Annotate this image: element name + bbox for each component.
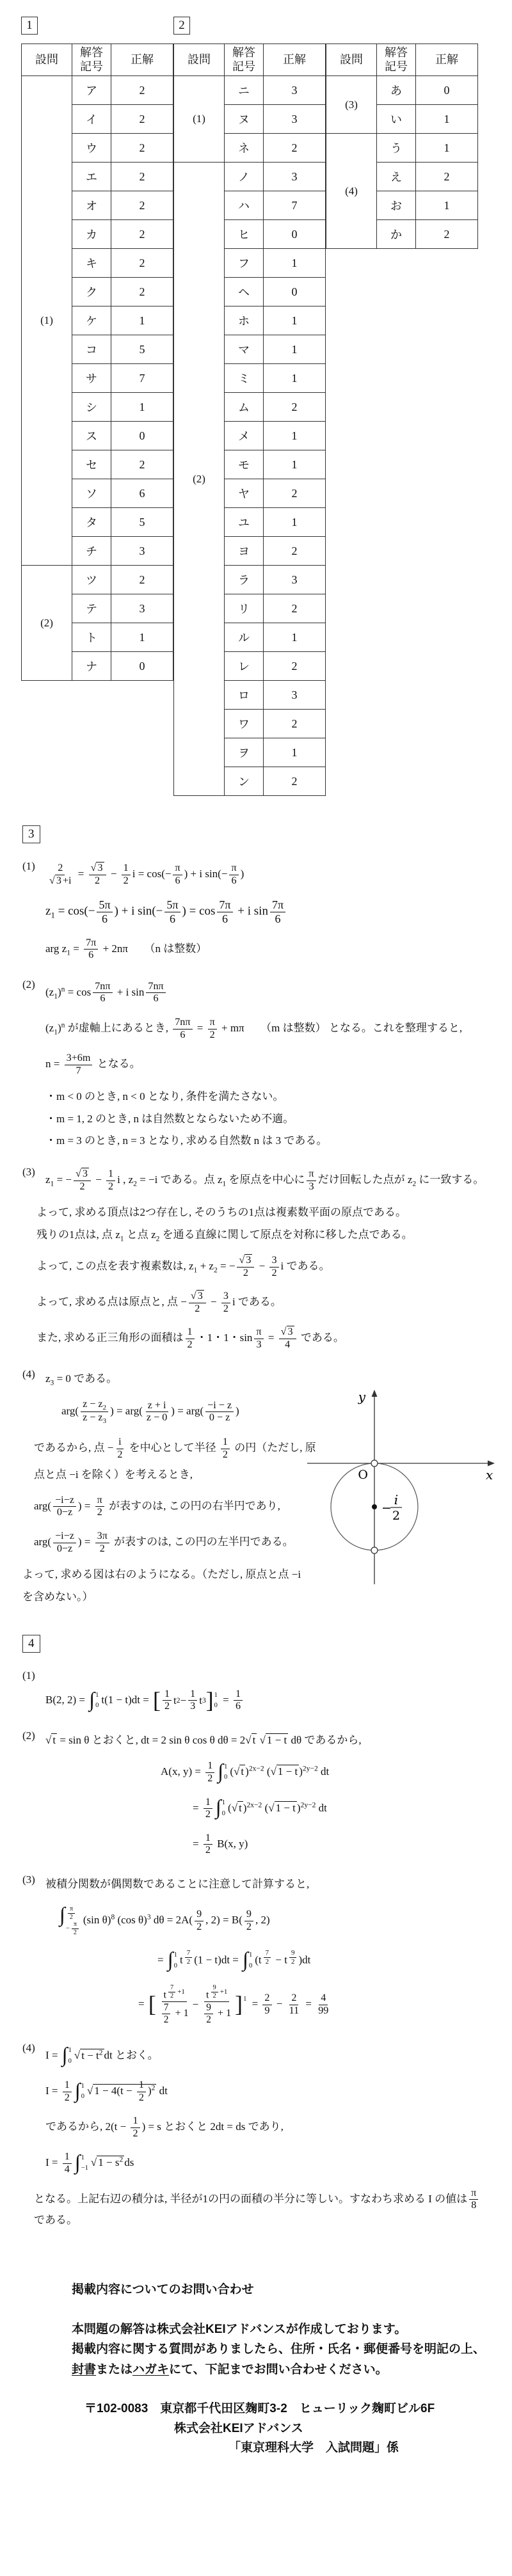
symbol-cell: ノ [225, 163, 264, 191]
center-label-denominator: 2 [392, 1508, 401, 1523]
answer-row [174, 76, 326, 105]
math-line: $(z_1)^n = \cos$ $\frac{7n\pi}{6}$ + i sin $\frac{7n\pi}{6}$ [45, 981, 490, 1005]
correct-answer-cell: 1 [416, 191, 478, 220]
address-line: 〒102-0083 東京都千代田区麹町3-2 ヒューリック麹町ビル6F [84, 2402, 435, 2416]
symbol-cell: ヤ [225, 479, 264, 508]
problem-2-box-label: 2 [173, 17, 190, 35]
math-line: 残りの1点は, 点 $z_1$ と点 $z_2$ を通る直線に関して原点を対称に移した点である。 [36, 1228, 413, 1243]
symbol-cell: メ [225, 422, 264, 450]
math-line: よって, この点を表す複素数は, $z_1 + z_2$ = − $\frac{√ 3}{2}$ − $\frac{3}{2}$ i である。 [36, 1255, 330, 1278]
math-line: I = ∫ 1 0 √ $t - t^2$ dt とおく。 [45, 2043, 159, 2067]
origin-label: O [358, 1467, 368, 1482]
answer-table-2 [173, 44, 326, 796]
part-tag: (2) [22, 978, 35, 990]
table-1-label-slot [21, 17, 173, 44]
part-tag: (1) [22, 1669, 35, 1682]
question-cell: (1) [22, 76, 72, 566]
answer-row [326, 76, 478, 105]
correct-answer-cell: 0 [111, 652, 173, 681]
correct-answer-cell: 3 [264, 163, 326, 191]
correct-answer-cell: 0 [264, 278, 326, 306]
correct-answer-cell: 1 [111, 393, 173, 422]
symbol-cell: ク [72, 278, 111, 306]
answer-table [326, 44, 478, 249]
symbol-cell: ソ [72, 479, 111, 508]
contact-footer [72, 2280, 512, 2458]
footer-heading: 掲載内容についてのお問い合わせ [72, 2283, 254, 2297]
question-cell: (1) [174, 76, 225, 163]
x-axis-arrow [488, 1460, 495, 1466]
column-header: 設問 [22, 44, 72, 76]
section-3-part-2 [22, 976, 490, 1150]
answer-row [22, 566, 173, 594]
section-4-part-4 [22, 2039, 490, 2229]
correct-answer-cell: 3 [111, 594, 173, 623]
answer-row [326, 134, 478, 163]
symbol-cell: サ [72, 364, 111, 393]
correct-answer-cell: 1 [416, 105, 478, 134]
symbol-cell: ア [72, 76, 111, 105]
correct-answer-cell: 1 [264, 364, 326, 393]
table-3-label-slot [326, 17, 478, 44]
math-line: ・m = 3 のとき, n = 3 となり, 求める自然数 n は 3 である。 [45, 1134, 328, 1147]
symbol-cell: ル [225, 623, 264, 652]
section-3-part-1 [22, 857, 490, 962]
excluded-origin-point [371, 1460, 378, 1467]
section-3 [22, 825, 493, 1605]
symbol-cell: ネ [225, 134, 264, 163]
part-tag: (3) [22, 1166, 35, 1179]
column-header: 正解 [111, 44, 173, 76]
correct-answer-cell: 1 [264, 306, 326, 335]
symbol-cell: あ [377, 76, 416, 105]
center-label-minus: − [381, 1500, 392, 1515]
symbol-cell: コ [72, 335, 111, 364]
correct-answer-cell: 7 [264, 191, 326, 220]
symbol-cell: レ [225, 652, 264, 681]
column-header: 解答記号 [72, 44, 111, 76]
symbol-cell: ハ [225, 191, 264, 220]
footer-line: 本問題の解答は株式会社KEIアドバンスが作成しております。 [72, 2323, 407, 2337]
answer-table-3 [326, 44, 478, 249]
math-line: A(x, y) = $\frac{1}{2}$ ∫ 1 0 (√ t )$^{2x-2}$ (√ 1 − t )$^{2y-2}$ dt [161, 1760, 330, 1784]
symbol-cell: ヌ [225, 105, 264, 134]
symbol-cell: マ [225, 335, 264, 364]
correct-answer-cell: 1 [264, 450, 326, 479]
symbol-cell: お [377, 191, 416, 220]
symbol-cell: ニ [225, 76, 264, 105]
answer-tables-row [21, 17, 512, 796]
math-line: 被積分関数が偶関数であることに注意して計算すると, [45, 1877, 310, 1890]
footer-address [72, 2399, 512, 2458]
section-4-part-2 [22, 1727, 490, 1857]
answer-row [22, 76, 173, 105]
correct-answer-cell: 3 [264, 681, 326, 710]
math-line: n = $\frac{3+6m}{7}$ となる。 [45, 1053, 141, 1076]
symbol-cell: ヒ [225, 220, 264, 249]
answer-table-1 [21, 44, 173, 681]
correct-answer-cell: 2 [264, 710, 326, 738]
symbol-cell: ユ [225, 508, 264, 537]
correct-answer-cell: 2 [416, 220, 478, 249]
symbol-cell: ロ [225, 681, 264, 710]
math-line: $\frac{2}{√ 3 +i}$ = $\frac{√ 3}{2}$ − $\frac{1}{2}$ i = cos(− $\frac{\pi}{6}$ ) + i sin(− $\frac{\pi}{6}$ ) [49, 863, 244, 886]
math-line: となる。上記右辺の積分は, 半径が1の円の面積の半分に等しい。すなわち求める I の値は $\frac{\pi}{8}$ である。 [34, 2188, 490, 2229]
symbol-cell: チ [72, 537, 111, 566]
math-line: を含めない。） [22, 1590, 93, 1603]
symbol-cell: ヲ [225, 738, 264, 767]
math-line: = $\frac{1}{2}$ ∫ 1 0 (√ t )$^{2x-2}$ (√ 1 − t )$^{2y-2}$ dt [193, 1795, 327, 1820]
table-3-wrap [326, 17, 478, 249]
y-axis-arrow [372, 1390, 378, 1397]
symbol-cell: ナ [72, 652, 111, 681]
math-line: 点と点 −i を除く）を考えるとき, [34, 1468, 193, 1481]
correct-answer-cell: 2 [111, 191, 173, 220]
correct-answer-cell: 1 [264, 738, 326, 767]
question-cell: (3) [326, 76, 377, 134]
correct-answer-cell: 5 [111, 508, 173, 537]
symbol-cell: ヨ [225, 537, 264, 566]
symbol-cell: ス [72, 422, 111, 450]
symbol-cell: ト [72, 623, 111, 652]
correct-answer-cell: 2 [111, 163, 173, 191]
math-line: ・m < 0 のとき, n < 0 となり, 条件を満たさない。 [45, 1090, 284, 1103]
question-cell: (2) [174, 163, 225, 796]
center-label-numerator: i [394, 1491, 399, 1507]
part-tag: (4) [22, 2042, 35, 2055]
correct-answer-cell: 2 [416, 163, 478, 191]
math-line: I = $\frac{1}{2}$ ∫ 1 0 √ 1 − 4(t − $\frac{1}{2}$ )$^2$ dt [45, 2078, 168, 2103]
symbol-cell: ン [225, 767, 264, 796]
column-header: 解答記号 [225, 44, 264, 76]
column-header: 設問 [326, 44, 377, 76]
correct-answer-cell: 2 [111, 566, 173, 594]
symbol-cell: セ [72, 450, 111, 479]
correct-answer-cell: 1 [264, 422, 326, 450]
symbol-cell: カ [72, 220, 111, 249]
x-axis-label: x [486, 1467, 493, 1483]
correct-answer-cell: 2 [264, 393, 326, 422]
column-header: 解答記号 [377, 44, 416, 76]
symbol-cell: キ [72, 249, 111, 278]
correct-answer-cell: 2 [111, 249, 173, 278]
math-line: arg( $\frac{-i-z}{0-z}$ ) = $\frac{3\pi}{2}$ が表すのは, この円の左半円である。 [34, 1530, 294, 1554]
correct-answer-cell: 1 [264, 508, 326, 537]
math-line: = [ t $^{\frac{7}{2} +1}$ $\frac{7}{2}$ + 1 − t $^{\frac{9}{2} +1}$ $\frac{9}{2}$ + 1 ] 1 = $\frac{2}{9}$ − $\frac{2}{11}$ = $\frac{4}{99}$ [138, 1984, 329, 2025]
symbol-cell: ラ [225, 566, 264, 594]
correct-answer-cell: 1 [111, 306, 173, 335]
math-line: B(2, 2) = ∫ 1 0 t(1 − t)dt = [ 1 2 t 2 − 1 3 t 3 ] 1 0 = $\frac{1}{6}$ [45, 1689, 490, 1713]
math-line: よって, 求める点は原点と, 点 − $\frac{√ 3}{2}$ − $\frac{3}{2}$ i である。 [36, 1291, 282, 1314]
symbol-cell: え [377, 163, 416, 191]
symbol-cell: ツ [72, 566, 111, 594]
math-line: $(z_1)^n$ が虚軸上にあるとき, $\frac{7n\pi}{6}$ = $\frac{\pi}{2}$ + mπ （m は整数） となる。これを整理すると, [45, 1016, 463, 1040]
correct-answer-cell: 3 [264, 566, 326, 594]
math-line: であるから, 2(t − $\frac{1}{2}$ ) = s とおくと 2dt = ds であり, [45, 2115, 284, 2139]
footer-line: 掲載内容に関する質問がありましたら、住所・氏名・郵便番号を明記の上、 [72, 2342, 486, 2357]
symbol-cell: シ [72, 393, 111, 422]
address-line: 「東京理科大学 入試問題」係 [228, 2441, 399, 2455]
symbol-cell: エ [72, 163, 111, 191]
symbol-cell: テ [72, 594, 111, 623]
correct-answer-cell: 2 [264, 537, 326, 566]
answer-table [173, 44, 326, 796]
symbol-cell: ヘ [225, 278, 264, 306]
correct-answer-cell: 0 [264, 220, 326, 249]
center-point [372, 1504, 377, 1509]
math-line: また, 求める正三角形の面積は $\frac{1}{2}$ ・1・1・sin $\frac{\pi}{3}$ = $\frac{√ 3}{4}$ である。 [36, 1326, 344, 1351]
correct-answer-cell: 2 [111, 76, 173, 105]
section-4-part-1 [22, 1667, 490, 1713]
section-3-part-3 [22, 1163, 490, 1351]
section-3-box-label: 3 [22, 825, 40, 843]
complex-plane-figure-wrap [304, 1382, 502, 1593]
math-line: arg( $\frac{z - z_2}{z - z_3}$ ) = arg( $\frac{z + i}{z - 0}$ ) = arg( $\frac{-i - z}{0 - z}$ ) [61, 1398, 239, 1426]
section-4 [22, 1635, 490, 2229]
table-2-label-slot [173, 17, 326, 44]
math-line: であるから, 点 − $\frac{i}{2}$ を中心として半径 $\frac{1}{2}$ の円（ただし, 原 [34, 1436, 316, 1460]
correct-answer-cell: 1 [264, 335, 326, 364]
symbol-cell: フ [225, 249, 264, 278]
section-4-box-label: 4 [22, 1635, 40, 1653]
correct-answer-cell: 1 [416, 134, 478, 163]
symbol-cell: タ [72, 508, 111, 537]
correct-answer-cell: 5 [111, 335, 173, 364]
excluded-minus-i-point [371, 1547, 378, 1554]
symbol-cell: リ [225, 594, 264, 623]
correct-answer-cell: 3 [111, 537, 173, 566]
correct-answer-cell: 7 [111, 364, 173, 393]
problem-1-box-label: 1 [21, 17, 38, 35]
symbol-cell: ム [225, 393, 264, 422]
column-header: 正解 [264, 44, 326, 76]
math-line: √ t = sin θ とおくと, dt = 2 sin θ cos θ dθ = 2√ t √ 1 − t dθ であるから, [45, 1734, 362, 1747]
table-2-wrap [173, 17, 326, 796]
symbol-cell: モ [225, 450, 264, 479]
correct-answer-cell: 0 [416, 76, 478, 105]
correct-answer-cell: 1 [111, 623, 173, 652]
math-line: ∫ $\frac{\pi}{2}$ − $\frac{\pi}{2}$ (sin θ)$^8$ (cos θ)$^3$ dθ = 2A( $\frac{9}{2}$ , 2) = B( $\frac{9}{2}$ , 2) [60, 1903, 270, 1936]
correct-answer-cell: 0 [111, 422, 173, 450]
part-tag: (2) [22, 1729, 35, 1742]
part-tag: (4) [22, 1367, 35, 1380]
symbol-cell: オ [72, 191, 111, 220]
math-line: $z_3 = 0$ である。 [45, 1372, 118, 1387]
symbol-cell: ミ [225, 364, 264, 393]
math-line: $z_1$ = − $\frac{√ 3}{2}$ − $\frac{1}{2}$ i , $z_2 = -i$ である。点 $z_1$ を原点を中心に $\frac{\pi}{3}$ だけ回転した点が $z_2$ に一致する。 [45, 1168, 484, 1192]
correct-answer-cell: 3 [264, 105, 326, 134]
math-line: arg( $\frac{-i-z}{0-z}$ ) = $\frac{\pi}{2}$ が表すのは, この円の右半円であり, [34, 1494, 280, 1518]
footer-line: 封書またはハガキにて、下記までお問い合わせください。 [72, 2362, 388, 2376]
math-line: よって, 求める頂点は2つ存在し, そのうちの1点は複素数平面の原点である。 [36, 1206, 406, 1219]
address-line: 株式会社KEIアドバンス [174, 2421, 303, 2435]
math-line: よって, 求める図は右のようになる。（ただし, 原点と点 −i [22, 1568, 301, 1581]
question-cell: (2) [22, 566, 72, 681]
correct-answer-cell: 2 [111, 450, 173, 479]
correct-answer-cell: 6 [111, 479, 173, 508]
correct-answer-cell: 1 [264, 249, 326, 278]
correct-answer-cell: 2 [264, 594, 326, 623]
complex-plane-figure [304, 1382, 502, 1593]
question-cell: (4) [326, 134, 377, 249]
math-line: ・m = 1, 2 のとき, n は自然数とならないため不適。 [45, 1112, 294, 1125]
part-tag: (1) [22, 860, 35, 872]
correct-answer-cell: 2 [111, 278, 173, 306]
math-line: = $\frac{1}{2}$ B(x, y) [193, 1832, 248, 1856]
symbol-cell: ウ [72, 134, 111, 163]
correct-answer-cell: 2 [264, 134, 326, 163]
section-4-part-3 [22, 1871, 490, 2026]
symbol-cell: う [377, 134, 416, 163]
correct-answer-cell: 2 [111, 105, 173, 134]
correct-answer-cell: 3 [264, 76, 326, 105]
part-tag: (3) [22, 1873, 35, 1886]
y-axis-label: y [358, 1388, 365, 1404]
correct-answer-cell: 2 [264, 767, 326, 796]
footer-body [72, 2320, 512, 2379]
answer-row [174, 163, 326, 191]
symbol-cell: ケ [72, 306, 111, 335]
symbol-cell: い [377, 105, 416, 134]
symbol-cell: ホ [225, 306, 264, 335]
math-line: arg $z_1$ = $\frac{7\pi}{6}$ + 2nπ （n は整数） [45, 937, 207, 961]
answer-table [21, 44, 173, 681]
correct-answer-cell: 2 [111, 134, 173, 163]
column-header: 設問 [174, 44, 225, 76]
table-1-wrap [21, 17, 173, 681]
symbol-cell: イ [72, 105, 111, 134]
math-line: I = $\frac{1}{4}$ ∫ 1 −1 √ $1 - s^2$ ds [45, 2151, 134, 2175]
symbol-cell: ワ [225, 710, 264, 738]
math-line: = ∫ 1 0 t $^{\frac{7}{2}}$ (1 − t)dt = ∫ 1 0 (t $^{\frac{7}{2}}$ − t $^{\frac{9}{2}}$ )dt [157, 1948, 311, 1971]
correct-answer-cell: 2 [111, 220, 173, 249]
section-3-part-4 [22, 1365, 493, 1605]
correct-answer-cell: 1 [264, 623, 326, 652]
math-line: $z_1 = \cos(-$ $\frac{5\pi}{6}$ ) + i sin(− $\frac{5\pi}{6}$ ) = cos $\frac{7\pi}{6}$ + i sin $\frac{7\pi}{6}$ [45, 898, 490, 926]
symbol-cell: か [377, 220, 416, 249]
column-header: 正解 [416, 44, 478, 76]
correct-answer-cell: 2 [264, 652, 326, 681]
correct-answer-cell: 2 [264, 479, 326, 508]
